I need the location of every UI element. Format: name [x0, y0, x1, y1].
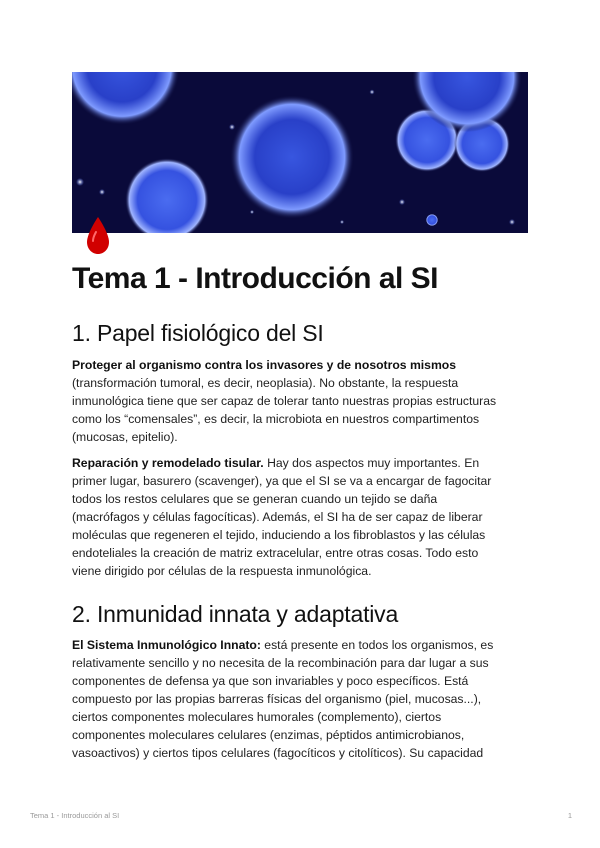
paragraph-line: vasoactivos) y ciertos tipos celulares (fagocíticos y citolíticos). Su capacidad	[72, 746, 484, 760]
paragraph-line: compuesto por las propias barreras físicas del organismo (piel, mucosas...),	[72, 692, 482, 706]
section-heading-inmunidad: 2. Inmunidad innata y adaptativa	[72, 601, 399, 627]
paragraph-line: (mucosas, epitelio).	[72, 430, 178, 444]
paragraph-line: componentes de defensa ya que son invariables y poco específicos. Está	[72, 674, 469, 688]
paragraph-reparacion	[72, 454, 528, 580]
microscope-cells-image	[72, 72, 528, 233]
section-heading-papel-fisiologico: 1. Papel fisiológico del SI	[72, 320, 324, 346]
paragraph-line: viene dirigido por células de la respuesta inmunológica.	[72, 564, 372, 578]
blood-drop-icon	[84, 215, 112, 255]
paragraph-lead-bold: Proteger al organismo contra los invasores y de nosotros mismos	[72, 358, 457, 372]
paragraph-sistema-innato	[72, 636, 528, 762]
paragraph-lead-bold: El Sistema Inmunológico Innato:	[72, 638, 261, 652]
footer-document-title: Tema 1 - Introducción al SI	[30, 811, 120, 820]
paragraph-proteger	[72, 356, 528, 446]
paragraph-lead-bold: Reparación y remodelado tisular.	[72, 456, 264, 470]
paragraph-line: (macrófagos y células fagocíticas). Además, el SI ha de ser capaz de liberar	[72, 510, 483, 524]
page-title: Tema 1 - Introducción al SI	[72, 262, 439, 295]
footer-page-number: 1	[567, 811, 572, 820]
paragraph-line: moléculas que regeneren el tejido, induciendo a los fibroblastos y las células	[72, 528, 486, 542]
paragraph-line: Hay dos aspectos muy importantes. En	[263, 456, 480, 470]
paragraph-line: endoteliales la creación de matriz extracelular, entre otras cosas. Todo esto	[72, 546, 479, 560]
header-banner-image	[72, 72, 528, 233]
paragraph-line: como los “comensales”, es decir, la microbiota en nuestros compartimentos	[72, 412, 480, 426]
paragraph-line: inmunológica tiene que ser capaz de tolerar tanto nuestras propias estructuras	[72, 394, 497, 408]
paragraph-line: primer lugar, basurero (scavenger), ya que el SI se va a encargar de fagocitar	[72, 474, 492, 488]
paragraph-line: componentes moleculares celulares (enzimas, péptidos antimicrobianos,	[72, 728, 465, 742]
paragraph-line: todos los restos celulares que se generan cuando un tejido se daña	[72, 492, 438, 506]
paragraph-line: (transformación tumoral, es decir, neoplasia). No obstante, la respuesta	[72, 376, 459, 390]
paragraph-line: relativamente sencillo y no necesita de la recombinación para dar lugar a sus	[72, 656, 489, 670]
paragraph-line: ciertos componentes moleculares humorales (complemento), ciertos	[72, 710, 442, 724]
paragraph-line: está presente en todos los organismos, es	[260, 638, 494, 652]
